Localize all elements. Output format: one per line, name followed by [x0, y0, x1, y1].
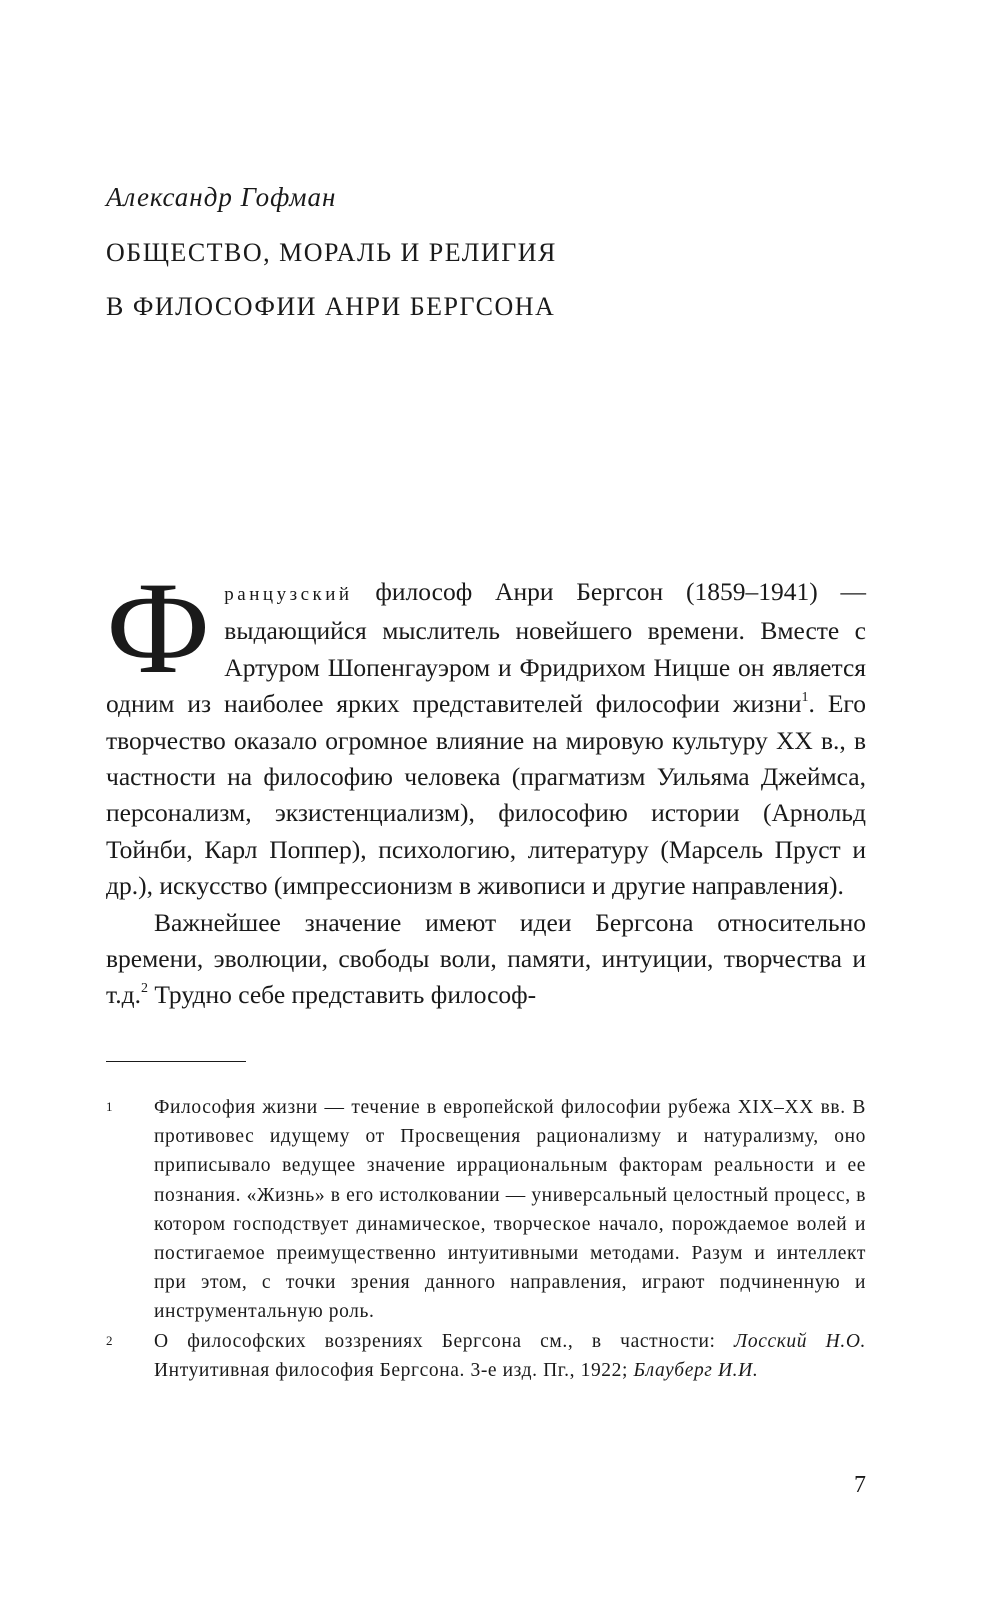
- chapter-title-line-1: ОБЩЕСТВО, МОРАЛЬ И РЕЛИГИЯ: [106, 238, 557, 267]
- footnotes: [106, 1093, 866, 1385]
- main-text: [106, 554, 867, 1014]
- smallcaps-word: ранцузский: [224, 584, 353, 605]
- paragraph-2: [106, 905, 866, 1014]
- footnote-ref-2[interactable]: 2: [140, 980, 148, 996]
- footnote-ref-1[interactable]: 1: [801, 689, 809, 705]
- paragraph-2-text-b: Трудно себе представить философ-: [147, 980, 537, 1010]
- chapter-title-line-2: В ФИЛОСОФИИ АНРИ БЕРГСОНА: [106, 292, 556, 321]
- page-number: 7: [854, 1472, 866, 1498]
- footnote-2-text-a: О философских воззрениях Бергсона см., в частности:: [154, 1330, 735, 1352]
- paragraph-1-text-a: философ Анри Бергсон (1859–1941) — выдающийся мыслитель новейшего времени. Вместе с Артуром Шопенгауэром и Фридрихом Ницше он является одним из наиболее ярких представителей философии жизни: [106, 577, 866, 719]
- footnote-2-text-b: Интуитивная философия Бергсона. 3-е изд. Пг., 1922;: [154, 1359, 634, 1381]
- footnote-1-text: Философия жизни — течение в европейской философии рубежа XIX–XX вв. В противовес идущему от Просвещения рационализму и натурализму, оно приписывало ведущее значение иррациональным факторам реальности и ее познания. «Жизнь» в его истолковании — универсальный целостный процесс, в котором господствует динамическое, творческое начало, порождаемое волей и постигаемое преимущественно интуитивными методами. Разум и интеллект при этом, с точки зрения данного направления, играют подчиненную и инструментальную роль.: [154, 1097, 866, 1323]
- drop-cap: Ф: [106, 554, 211, 701]
- paragraph-2-text-a: Важнейшее значение имеют идеи Бергсона относительно времени, эволюции, свободы воли, памяти, интуиции, творчества и т.д.: [106, 907, 866, 1010]
- footnote-divider: [106, 1061, 246, 1062]
- paragraph-1: [106, 554, 867, 905]
- author-name: Александр Гофман: [106, 182, 337, 212]
- footnote-2-author-2: Блауберг И.И.: [633, 1359, 759, 1381]
- paragraph-1-text-b: . Его творчество оказало огромное влияние на мировую культуру XX в., в частности на философию человека (прагматизм Уильяма Джеймса, персонализм, экзистенциализм), философию истории (Арнольд Тойнби, Карл Поппер), психологию, литературу (Марсель Пруст и др.), искусство (импрессионизм в живописи и другие направления).: [106, 689, 867, 901]
- footnote-number-2: 2: [106, 1332, 114, 1348]
- footnote-2: [106, 1327, 866, 1385]
- footnote-number-1: 1: [106, 1099, 114, 1114]
- footnote-1: [106, 1093, 866, 1327]
- footnote-2-author-1: Лосский Н.О.: [734, 1330, 866, 1352]
